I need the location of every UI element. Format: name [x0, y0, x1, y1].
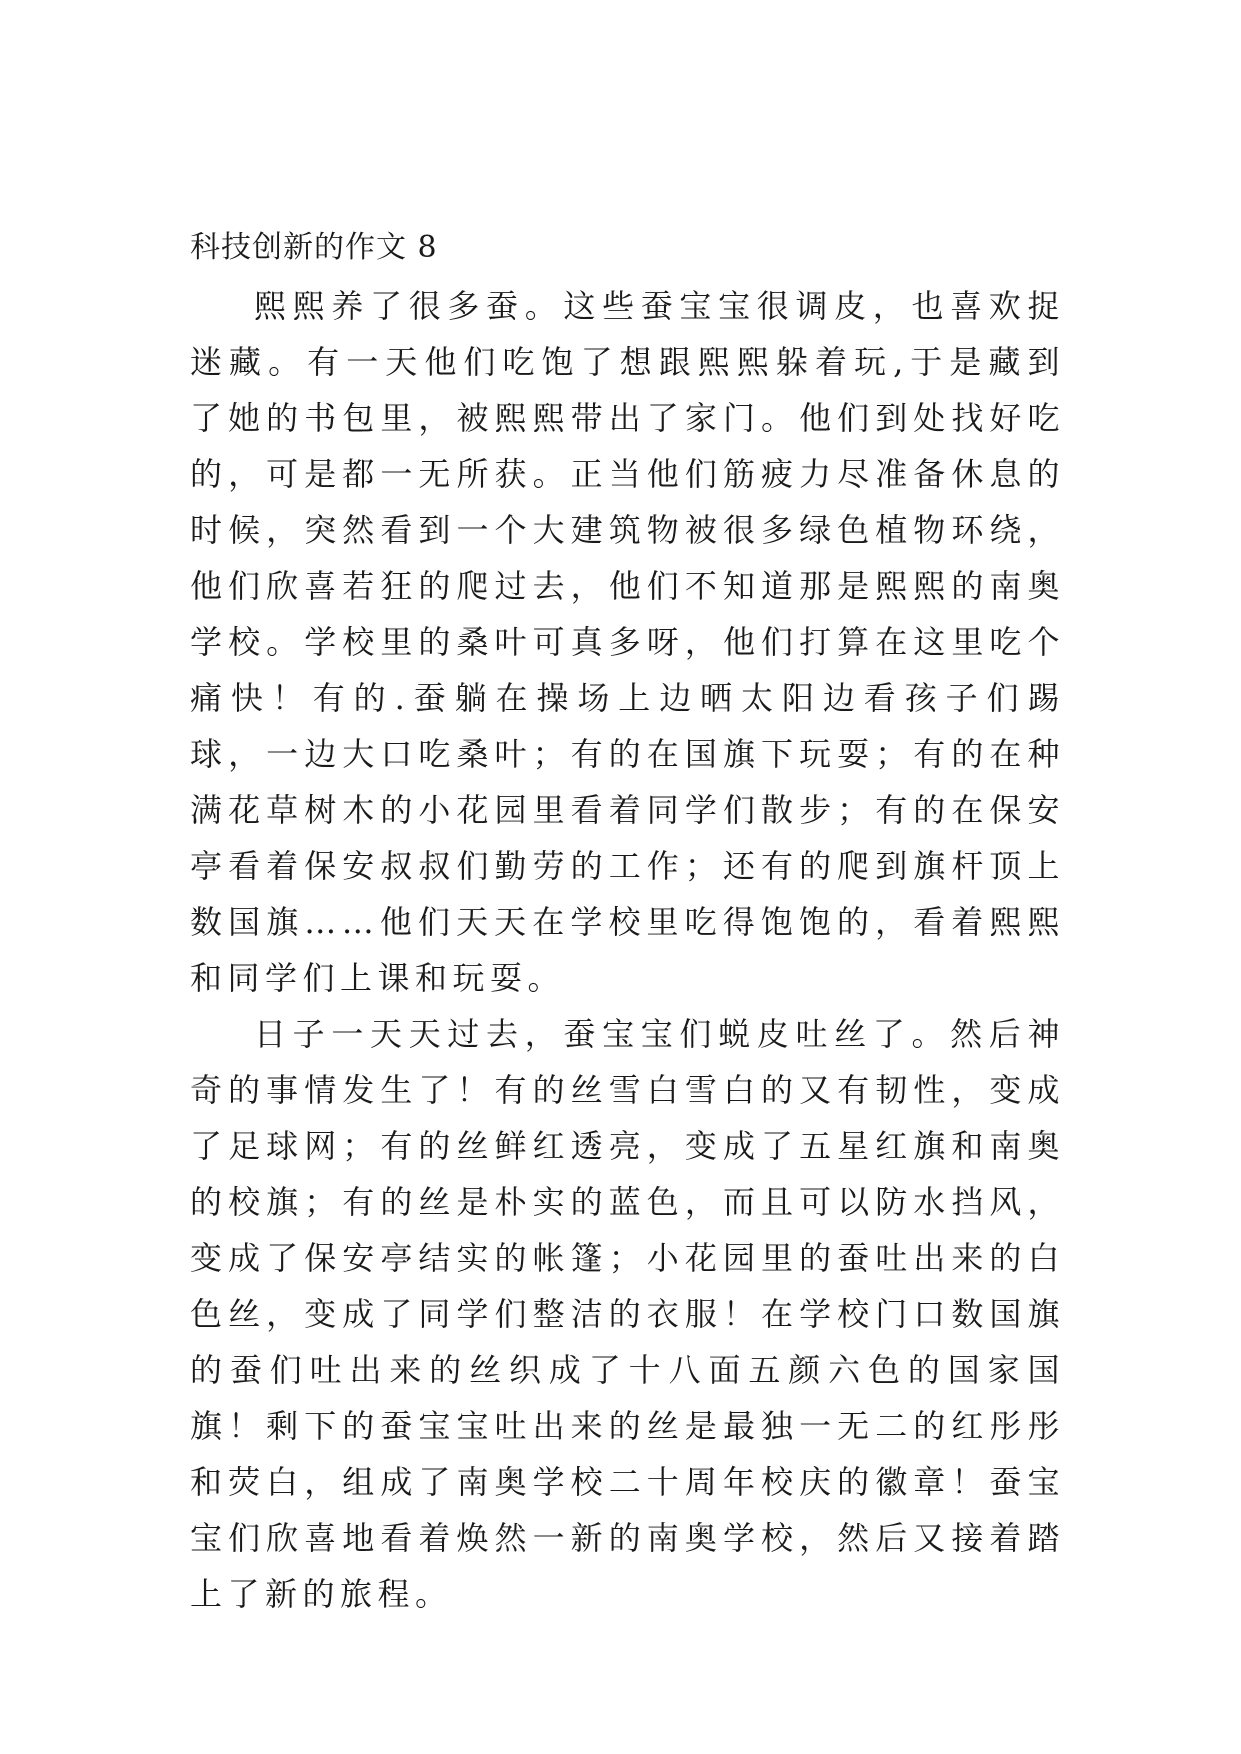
document-title: 科技创新的作文 8	[190, 230, 438, 265]
document-page	[190, 218, 1065, 1622]
paragraph-1: 熙熙养了很多蚕。这些蚕宝宝很调皮，也喜欢捉迷藏。有一天他们吃饱了想跟熙熙躲着玩,于是藏到了她的书包里，被熙熙带出了家门。他们到处找好吃的，可是都一无所获。正当他们筋疲力尽准备休息的时候，突然看到一个大建筑物被很多绿色植物环绕，他们欣喜若狂的爬过去，他们不知道那是熙熙的南奥学校。学校里的桑叶可真多呀，他们打算在这里吃个痛快！有的.蚕躺在操场上边晒太阳边看孩子们踢球，一边大口吃桑叶；有的在国旗下玩耍；有的在种满花草树木的小花园里看着同学们散步；有的在保安亭看着保安叔叔们勤劳的工作；还有的爬到旗杆顶上数国旗……他们天天在学校里吃得饱饱的，看着熙熙和同学们上课和玩耍。	[190, 287, 1065, 997]
paragraph-2: 日子一天天过去，蚕宝宝们蜕皮吐丝了。然后神奇的事情发生了！有的丝雪白雪白的又有韧性，变成了足球网；有的丝鲜红透亮，变成了五星红旗和南奥的校旗；有的丝是朴实的蓝色，而且可以防水挡风，变成了保安亭结实的帐篷；小花园里的蚕吐出来的白色丝，变成了同学们整洁的衣服！在学校门口数国旗的蚕们吐出来的丝织成了十八面五颜六色的国家国旗！剩下的蚕宝宝吐出来的丝是最独一无二的红彤彤和荧白，组成了南奥学校二十周年校庆的徽章！蚕宝宝们欣喜地看着焕然一新的南奥学校，然后又接着踏上了新的旅程。	[190, 1015, 1065, 1613]
